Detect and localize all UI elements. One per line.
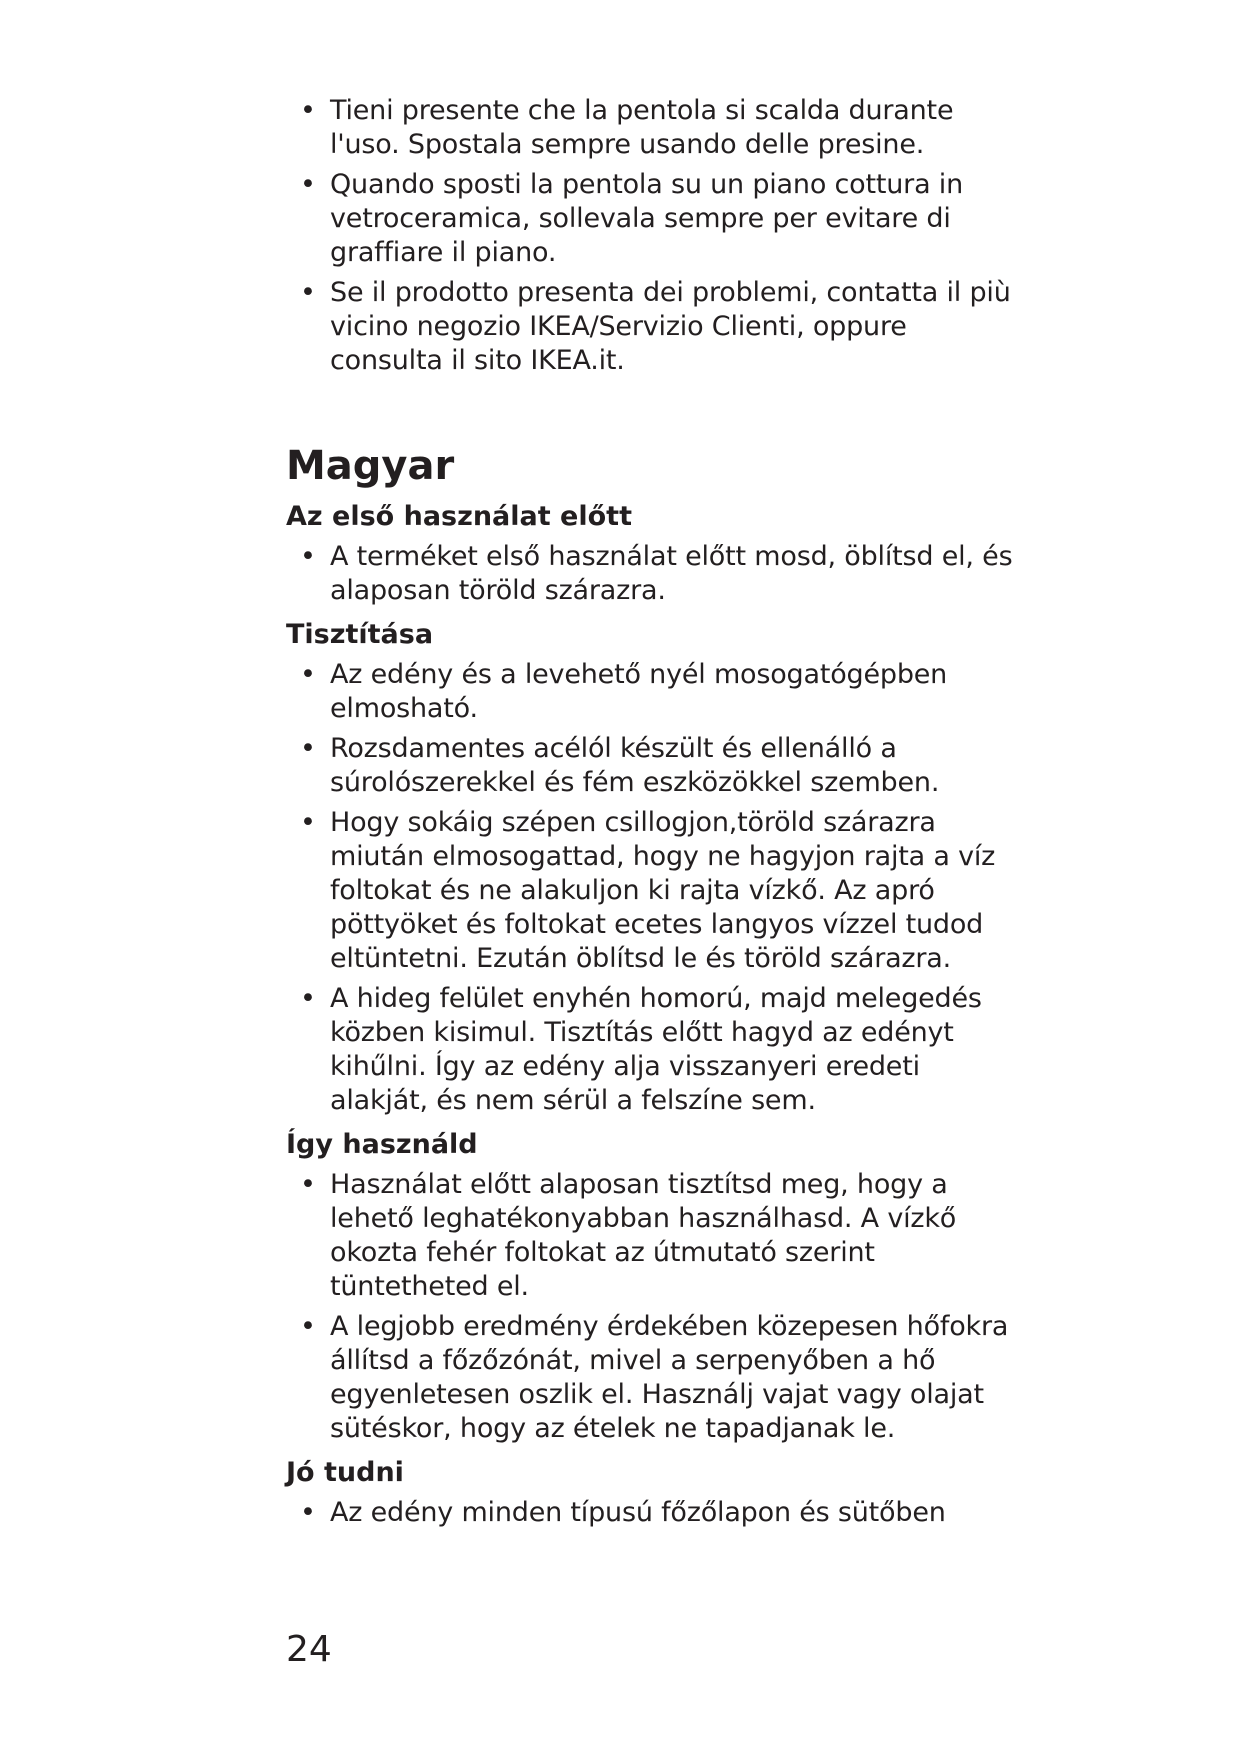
list-item-text: A terméket első használat előtt mosd, öblítsd el, és alaposan töröld szárazra. (330, 541, 1013, 606)
list-item (286, 94, 1016, 162)
section-heading-good-to-know: Jó tudni (286, 1457, 404, 1488)
list-item (286, 1310, 1016, 1446)
list-item-text: A hideg felület enyhén homorú, majd melegedés közben kisimul. Tisztítás előtt hagyd az edényt kihűlni. Így az edény alja visszanyeri eredeti alakját, és nem sérül a felszíne sem. (330, 983, 982, 1116)
list-item (286, 982, 1016, 1118)
list-item (286, 658, 1016, 726)
bullet-glyph: • (300, 169, 316, 200)
bullet-glyph: • (300, 807, 316, 838)
bullet-glyph: • (300, 95, 316, 126)
bullet-glyph: • (300, 1311, 316, 1342)
list-item-text: Se il prodotto presenta dei problemi, contatta il più vicino negozio IKEA/Servizio Clienti, oppure consulta il sito IKEA.it. (330, 277, 1011, 376)
list-item (286, 806, 1016, 976)
section-heading-usage: Így használd (286, 1129, 478, 1160)
list-item-text: Tieni presente che la pentola si scalda durante l'uso. Spostala sempre usando delle presine. (330, 95, 954, 160)
list-item-text: Rozsdamentes acélól készült és ellenálló a súrolószerekkel és fém eszközökkel szemben. (330, 733, 940, 798)
content-column (286, 94, 1016, 1536)
list-item-text: Hogy sokáig szépen csillogjon,töröld szárazra miután elmosogattad, hogy ne hagyjon rajta a víz foltokat és ne alakuljon ki rajta vízkő. Az apró pöttyöket és foltokat ecetes langyos vízzel tudod eltüntetni. Ezután öblítsd le és töröld szárazra. (330, 807, 996, 974)
bullet-glyph: • (300, 733, 316, 764)
first-use-list (286, 540, 1016, 608)
list-item-text: Quando sposti la pentola su un piano cottura in vetroceramica, sollevala sempre per evitare di graffiare il piano. (330, 169, 964, 268)
bullet-glyph: • (300, 277, 316, 308)
usage-list (286, 1168, 1016, 1446)
italian-safety-list (286, 94, 1016, 378)
list-item (286, 732, 1016, 800)
page-number: 24 (286, 1629, 332, 1670)
section-heading-first-use: Az első használat előtt (286, 501, 632, 532)
list-item-text: Használat előtt alaposan tisztítsd meg, hogy a lehető leghatékonyabban használhasd. A vízkő okozta fehér foltokat az útmutató szerint tüntetheted el. (330, 1169, 957, 1302)
list-item-text: A legjobb eredmény érdekében közepesen hőfokra állítsd a főzőzónát, mivel a serpenyőben a hő egyenletesen oszlik el. Használj vajat vagy olajat sütéskor, hogy az ételek ne tapadjanak le. (330, 1311, 1009, 1444)
list-item-text: Az edény és a levehető nyél mosogatógépben elmosható. (330, 659, 948, 724)
list-item (286, 1496, 1016, 1530)
bullet-glyph: • (300, 659, 316, 690)
list-item (286, 1168, 1016, 1304)
list-item (286, 168, 1016, 270)
good-to-know-list (286, 1496, 1016, 1530)
list-item-text: Az edény minden típusú főzőlapon és sütőben (330, 1497, 946, 1528)
bullet-glyph: • (300, 1169, 316, 1200)
bullet-glyph: • (300, 541, 316, 572)
bullet-glyph: • (300, 983, 316, 1014)
list-item (286, 276, 1016, 378)
list-item (286, 540, 1016, 608)
language-heading: Magyar (286, 443, 455, 489)
bullet-glyph: • (300, 1497, 316, 1528)
cleaning-list (286, 658, 1016, 1118)
section-heading-cleaning: Tisztítása (286, 619, 434, 650)
